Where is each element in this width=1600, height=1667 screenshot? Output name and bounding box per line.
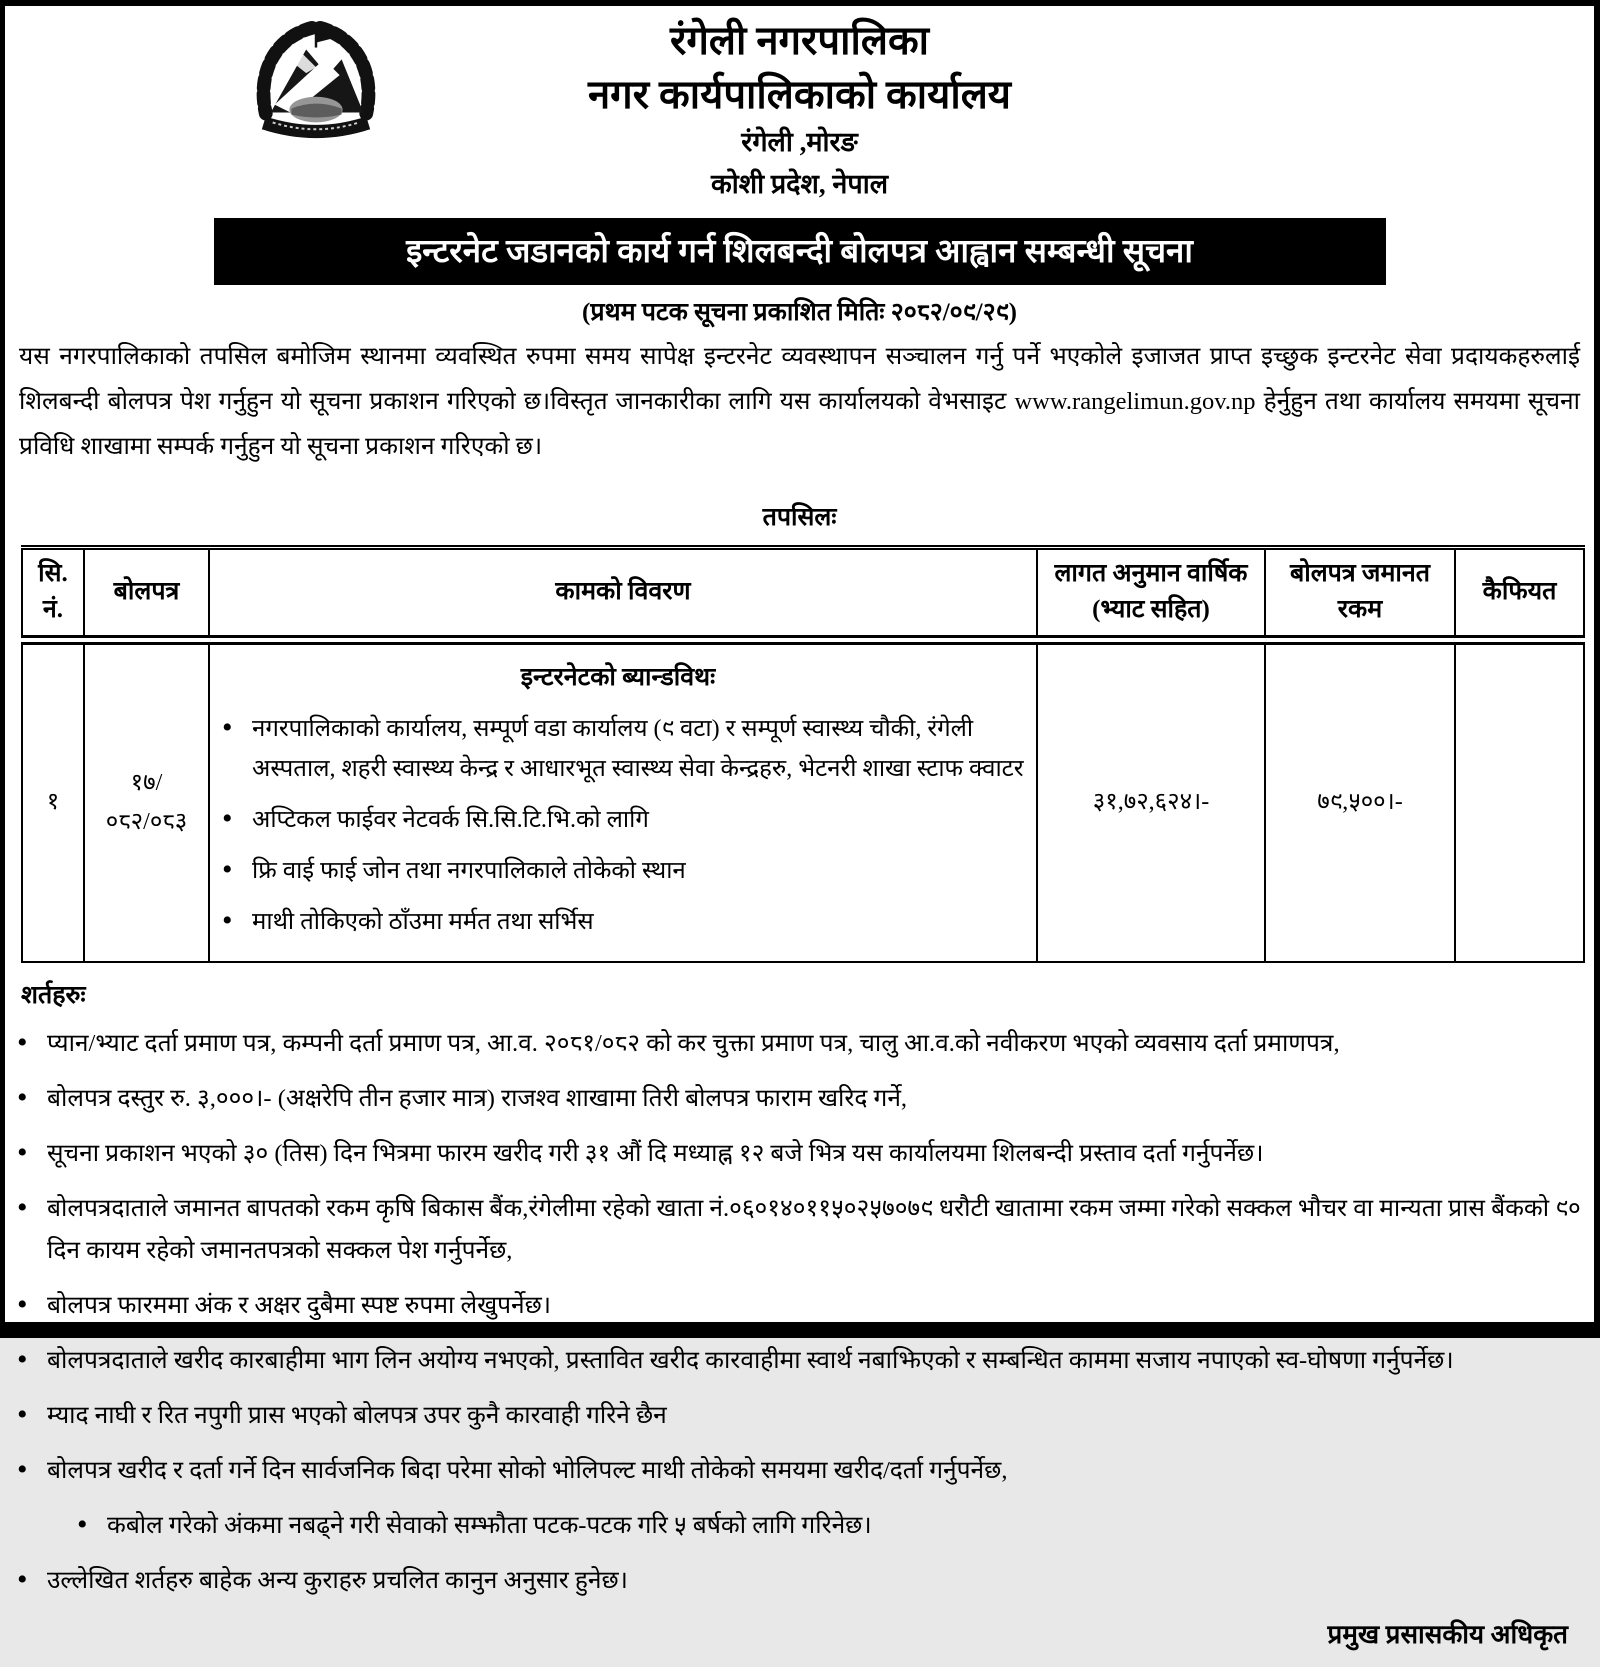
- header-cell-remarks: कैफियत: [1455, 548, 1584, 640]
- header-cell-cost: लागत अनुमान वार्षिक (भ्याट सहित): [1037, 548, 1265, 640]
- conditions-list: [5, 1023, 1594, 1615]
- work-item: • माथी तोकिएको ठाँउमा मर्मत तथा सर्भिस: [210, 902, 1026, 942]
- work-item: • अप्टिकल फाईवर नेटवर्क सि.सि.टि.भि.को लागि: [210, 800, 1026, 840]
- cell-remarks: [1455, 640, 1584, 962]
- work-item: • फ्रि वाई फाई जोन तथा नगरपालिकाले तोकेको स्थान: [210, 851, 1026, 891]
- notice-body-paragraph: यस नगरपालिकाको तपसिल बमोजिम स्थानमा व्यवस्थित रुपमा समय सापेक्ष इन्टरनेट व्यवस्थापन सञ्चालन गर्नु पर्ने भएकोले इजाजत प्राप्त इच्छुक इन्टरनेट सेवा प्रदायकहरुलाई शिलबन्दी बोलपत्र पेश गर्नुहुन यो सूचना प्रकाशन गरिएको छ।विस्तृत जानकारीका लागि यस कार्यालयको वेभसाइट www.rangelimun.gov.np हेर्नुहुन तथा कार्यालय समयमा सूचना प्रविधि शाखामा सम्पर्क गर्नुहुन यो सूचना प्रकाशन गरिएको छ।: [19, 342, 1580, 460]
- table-header-row: [22, 548, 1584, 640]
- office-name: नगर कार्यपालिकाको कार्यालय: [587, 72, 1012, 117]
- header-cell-tender: बोलपत्र: [84, 548, 209, 640]
- header-cell-deposit: बोलपत्र जमानत रकम: [1265, 548, 1455, 640]
- condition-item: • प्यान/भ्याट दर्ता प्रमाण पत्र, कम्पनी दर्ता प्रमाण पत्र, आ.व. २०८१/०८२ को कर चुक्ता प्रमाण पत्र, चालु आ.व.को नवीकरण भएको व्यवसाय दर्ता प्रमाणपत्र,: [5, 1023, 1594, 1065]
- table-row: [22, 640, 1584, 962]
- municipality-name: रंगेली नगरपालिका: [669, 18, 930, 63]
- condition-item: • उल्लेखित शर्तहरु बाहेक अन्य कुराहरु प्रचलित कानुन अनुसार हुनेछ।: [5, 1560, 1594, 1602]
- condition-item: • बोलपत्रदाताले जमानत बापतको रकम कृषि बिकास बैंक,रंगेलीमा रहेको खाता नं.०६०१४०११५०२५७०७९ धरौटी खातामा रकम जम्मा गरेको सक्कल भौचर वा मान्यता प्रास बैंकको ९० दिन कायम रहेको जमानतपत्रको सक्कल पेश गर्नुपर्नेछ,: [5, 1188, 1594, 1272]
- work-description-heading: इन्टरनेटको ब्यान्डविथः: [520, 663, 716, 691]
- condition-item: • बोलपत्र दस्तुर रु. ३,०००।- (अक्षरेपि तीन हजार मात्र) राजश्व शाखामा तिरी बोलपत्र फाराम खरिद गर्ने,: [5, 1078, 1594, 1120]
- cell-deposit-amount: ७९,५००।-: [1265, 640, 1455, 962]
- conditions-heading: शर्तहरुः: [21, 981, 86, 1009]
- header-cell-work: कामको विवरण: [209, 548, 1037, 640]
- office-province: कोशी प्रदेश, नेपाल: [710, 168, 888, 199]
- header-cell-sn: सि. नं.: [22, 548, 84, 640]
- office-address: रंगेली ,मोरङ: [741, 127, 858, 157]
- notice-title-banner: इन्टरनेट जडानको कार्य गर्न शिलबन्दी बोलपत्र आह्वान सम्बन्धी सूचना: [214, 218, 1386, 285]
- nepal-coat-of-arms-icon: [237, 18, 395, 148]
- cell-tender-number: १७/ ०८२/०८३: [84, 640, 209, 962]
- condition-item: • कबोल गरेको अंकमा नबढ्ने गरी सेवाको सम्झौता पटक-पटक गरि ५ बर्षको लागि गरिनेछ।: [65, 1505, 1594, 1547]
- tender-table: [21, 545, 1585, 963]
- signature-title: प्रमुख प्रसासकीय अधिकृत: [1327, 1619, 1568, 1649]
- cell-estimated-cost: ३१,७२,६२४।-: [1037, 640, 1265, 962]
- publication-date-line: (प्रथम पटक सूचना प्रकाशित मितिः २०८२/०९/२९): [582, 298, 1017, 326]
- condition-item: • म्याद नाघी र रित नपुगी प्रास भएको बोलपत्र उपर कुनै कारवाही गरिने छैन: [5, 1395, 1594, 1437]
- condition-item: • सूचना प्रकाशन भएको ३० (तिस) दिन भित्रमा फारम खरीद गरी ३१ औं दि मध्याह्न १२ बजे भित्र यस कार्यालयमा शिलबन्दी प्रस्ताव दर्ता गर्नुपर्नेछ।: [5, 1133, 1594, 1175]
- details-heading: तपसिलः: [762, 504, 837, 532]
- work-item: • नगरपालिकाको कार्यालय, सम्पूर्ण वडा कार्यालय (९ वटा) र सम्पूर्ण स्वास्थ्य चौकी, रंगेली अस्पताल, शहरी स्वास्थ्य केन्द्र र आधारभूत स्वास्थ्य सेवा केन्द्रहरु, भेटनरी शाखा स्टाफ क्वाटर: [210, 709, 1026, 789]
- condition-item: • बोलपत्र फारममा अंक र अक्षर दुबैमा स्पष्ट रुपमा लेखुपर्नेछ।: [5, 1285, 1594, 1327]
- work-item-list: [210, 709, 1026, 942]
- condition-item: • बोलपत्र खरीद र दर्ता गर्ने दिन सार्वजनिक बिदा परेमा सोको भोलिपल्ट माथी तोकेको समयमा खरीद/दर्ता गर्नुपर्नेछ,: [5, 1450, 1594, 1492]
- condition-item: • बोलपत्रदाताले खरीद कारबाहीमा भाग लिन अयोग्य नभएको, प्रस्तावित खरीद कारवाहीमा स्वार्थ नबाझिएको र सम्बन्धित काममा सजाय नपाएको स्व-घोषणा गर्नुपर्नेछ।: [5, 1340, 1594, 1382]
- cell-serial-number: १: [22, 640, 84, 962]
- cell-work-description: [209, 640, 1037, 962]
